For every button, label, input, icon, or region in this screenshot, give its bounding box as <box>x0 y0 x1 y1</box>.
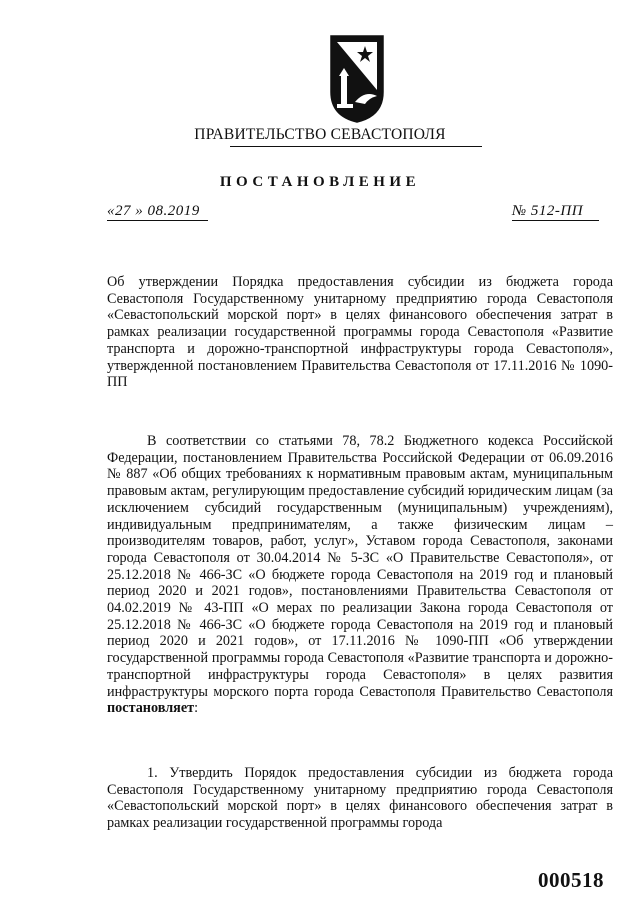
legal-basis-text: В соответствии со статьями 78, 78.2 Бюджетного кодекса Российской Федерации, постановлением Правительства Российской Федерации от 06.09.2016 № 887 «Об общих требованиях к нормативным правовым актам, муниципальным правовым актам, регулирующим предоставление субсидий юридическим лицам (за исключением субсидий государственным (муниципальным) учреждениям), индивидуальным предпринимателям, а также физическим лицам – производителям товаров, работ, услуг», Уставом города Севастополя, законами города Севастополя от 30.04.2014 № 5-ЗС «О Правительстве Севастополя», от 25.12.2018 № 466-ЗС «О бюджете города Севастополя на 2019 год и плановый период 2020 и 2021 годов», постановлениями Правительства Севастополя от 04.02.2019 № 43-ПП «О мерах по реализации Закона города Севастополя от 25.12.2018 № 466-ЗС «О бюджете города Севастополя на 2019 год и плановый период 2020 и 2021 годов», от 17.11.2016 № 1090-ПП «Об утверждении государственной программы города Севастополя «Развитие транспорта и дорожно-транспортной инфраструктуры города Севастополя» в целях развития инфраструктуры морского порта города Севастополя Правительство Севастополя <box>107 433 613 700</box>
decree-colon: : <box>194 700 199 717</box>
serial-number-stamp: 000518 <box>538 868 604 892</box>
document-subject: Об утверждении Порядка предоставления субсидии из бюджета города Севастополя Государственному унитарному предприятию города Севастополя «Севастопольский морской порт» в целях финансового обеспечения затрат в рамках реализации государственной программы города Севастополя «Развитие транспорта и дорожно-транспортной инфраструктуры города Севастополя», утвержденной постановлением Правительства Севастополя от 17.11.2016 № 1090-ПП <box>107 274 613 391</box>
legal-basis-paragraph <box>107 433 613 717</box>
document-type-title: ПОСТАНОВЛЕНИЕ <box>219 174 421 190</box>
document-number: № 512-ПП <box>512 203 599 221</box>
header-divider <box>230 146 482 147</box>
document-date: «27 » 08.2019 <box>107 203 208 221</box>
item-1-paragraph: 1. Утвердить Порядок предоставления субсидии из бюджета города Севастополя Государственному унитарному предприятию города Севастополя «Севастопольский морской порт» в целях финансового обеспечения затрат в рамках реализации государственной программы города <box>107 765 613 832</box>
decree-word: постановляет <box>107 700 195 717</box>
sevastopol-coat-of-arms-icon <box>325 32 389 124</box>
government-name: ПРАВИТЕЛЬСТВО СЕВАСТОПОЛЯ <box>194 126 446 143</box>
